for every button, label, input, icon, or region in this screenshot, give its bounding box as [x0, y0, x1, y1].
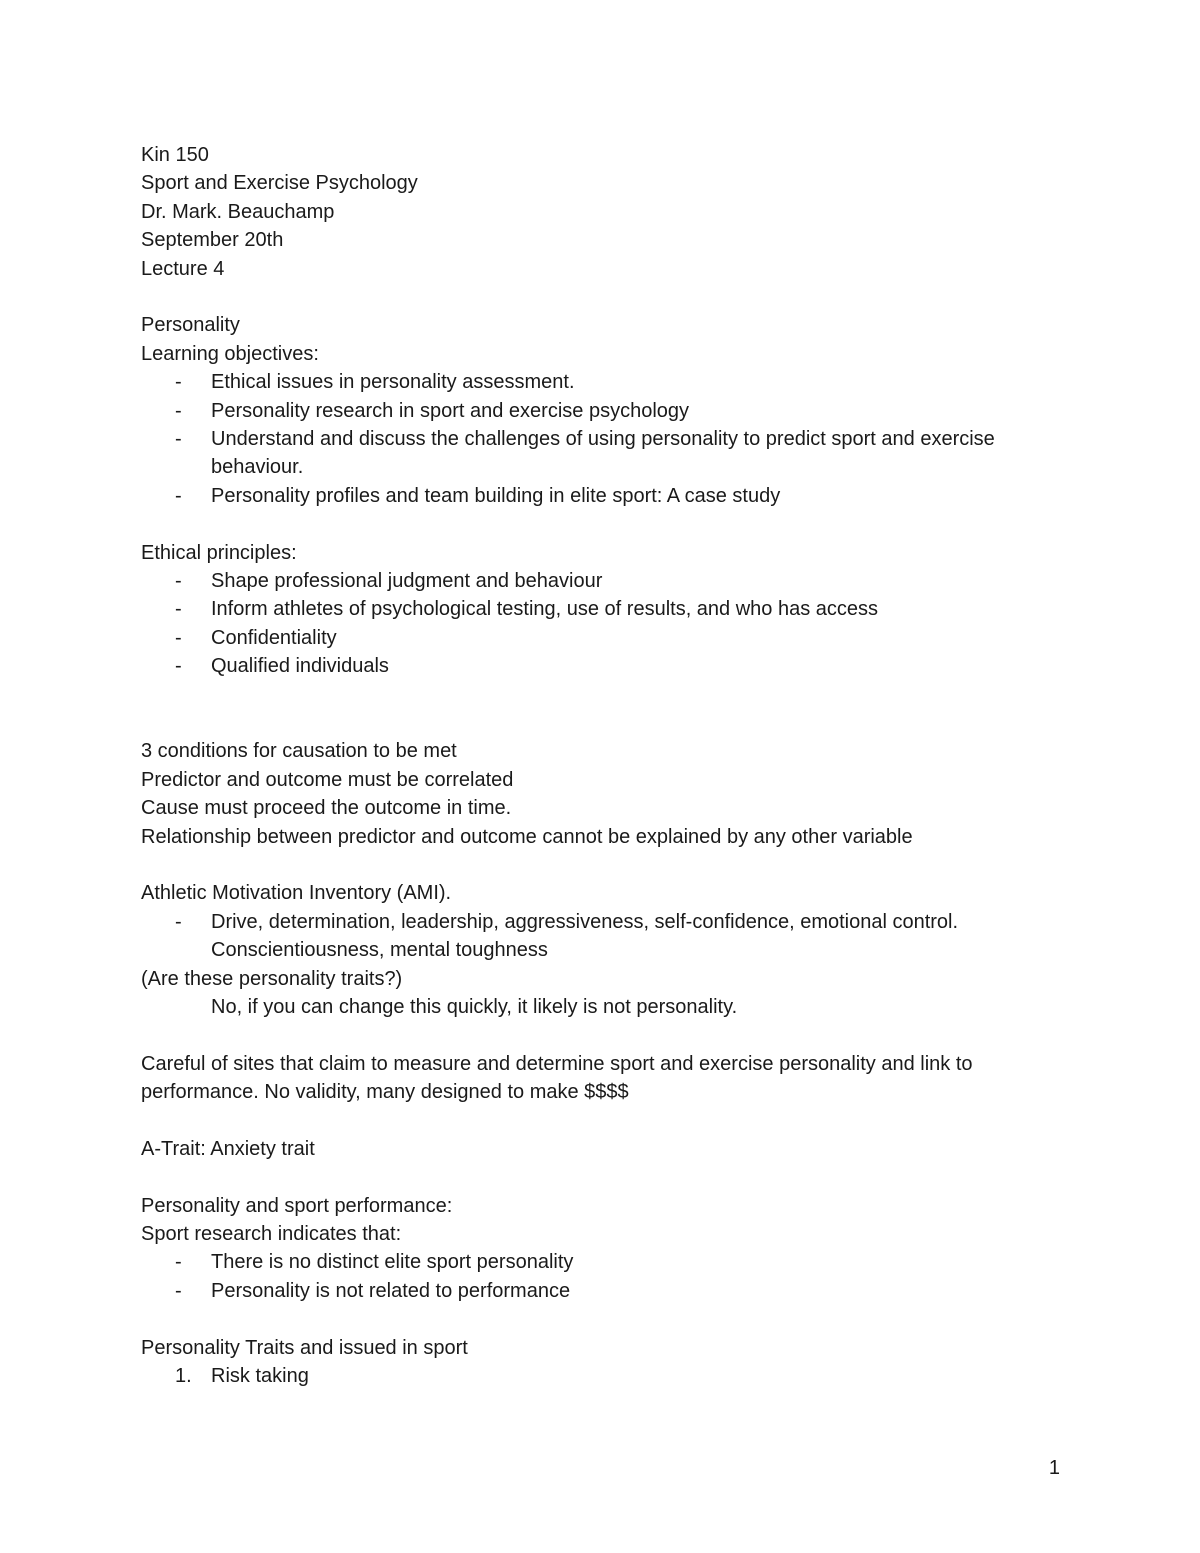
caution-line-1: Careful of sites that claim to measure and determine sport and exercise personality and link to	[141, 1052, 973, 1075]
list-item: - Shape professional judgment and behaviour	[141, 567, 1081, 595]
spacer	[141, 1163, 1081, 1191]
list-item: - Inform athletes of psychological testing, use of results, and who has access	[141, 595, 1081, 623]
performance-label: Personality and sport performance:	[141, 1194, 453, 1217]
list-item: - Qualified individuals	[141, 652, 1081, 680]
ami-answer: No, if you can change this quickly, it likely is not personality.	[211, 995, 738, 1018]
dash-bullet: -	[175, 598, 182, 621]
spacer	[141, 283, 1081, 311]
spacer	[141, 1106, 1081, 1134]
course-subject: Sport and Exercise Psychology	[141, 172, 418, 195]
ami-question: (Are these personality traits?)	[141, 967, 403, 990]
traits-label: Personality Traits and issued in sport	[141, 1336, 468, 1359]
dash-bullet: -	[175, 399, 182, 422]
spacer	[141, 510, 1081, 538]
course-code: Kin 150	[141, 144, 209, 166]
spacer	[141, 681, 1081, 738]
spacer	[141, 851, 1081, 879]
spacer	[141, 1305, 1081, 1333]
ami-label: Athletic Motivation Inventory (AMI).	[141, 882, 452, 905]
list-item: - There is no distinct elite sport personality	[141, 1248, 1081, 1276]
objectives-label: Learning objectives:	[141, 342, 319, 365]
list-item: - Understand and discuss the challenges of using personality to predict sport and exercise behaviour.	[141, 425, 1081, 482]
list-item: - Personality profiles and team building in elite sport: A case study	[141, 482, 1081, 510]
dash-bullet: -	[175, 655, 182, 678]
number-marker: 1.	[175, 1365, 192, 1388]
list-item: - Ethical issues in personality assessment.	[141, 368, 1081, 396]
atrait-definition: A-Trait: Anxiety trait	[141, 1137, 315, 1160]
document-body	[141, 141, 1081, 1390]
objectives-list	[141, 368, 1081, 510]
dash-bullet: -	[175, 910, 182, 933]
dash-bullet: -	[175, 427, 182, 450]
dash-bullet: -	[175, 569, 182, 592]
traits-list	[141, 1362, 1081, 1390]
page-number: 1	[1048, 1457, 1060, 1479]
list-item: - Personality research in sport and exercise psychology	[141, 397, 1081, 425]
causation-line: Relationship between predictor and outcome cannot be explained by any other variable	[141, 825, 913, 848]
list-item: - Confidentiality	[141, 624, 1081, 652]
spacer	[141, 1021, 1081, 1049]
lecture-date: September 20th	[141, 229, 284, 252]
performance-list	[141, 1248, 1081, 1305]
lecture-number: Lecture 4	[141, 257, 225, 280]
performance-sublabel: Sport research indicates that:	[141, 1223, 402, 1246]
personality-heading: Personality	[141, 314, 240, 337]
dash-bullet: -	[175, 1279, 182, 1302]
dash-bullet: -	[175, 371, 182, 394]
ethics-list	[141, 567, 1081, 681]
causation-line: 3 conditions for causation to be met	[141, 740, 457, 763]
list-item: - Drive, determination, leadership, aggressiveness, self-confidence, emotional control. Conscientiousness, mental toughness	[141, 908, 1081, 965]
ami-list	[141, 908, 1081, 965]
dash-bullet: -	[175, 484, 182, 507]
caution-line-2: performance. No validity, many designed to make $$$$	[141, 1081, 629, 1104]
list-item: 1. Risk taking	[141, 1362, 1081, 1390]
list-item: - Personality is not related to performance	[141, 1277, 1081, 1305]
causation-line: Cause must proceed the outcome in time.	[141, 797, 512, 820]
causation-line: Predictor and outcome must be correlated	[141, 768, 514, 791]
ethics-label: Ethical principles:	[141, 541, 297, 564]
dash-bullet: -	[175, 626, 182, 649]
dash-bullet: -	[175, 1251, 182, 1274]
instructor-name: Dr. Mark. Beauchamp	[141, 200, 335, 223]
